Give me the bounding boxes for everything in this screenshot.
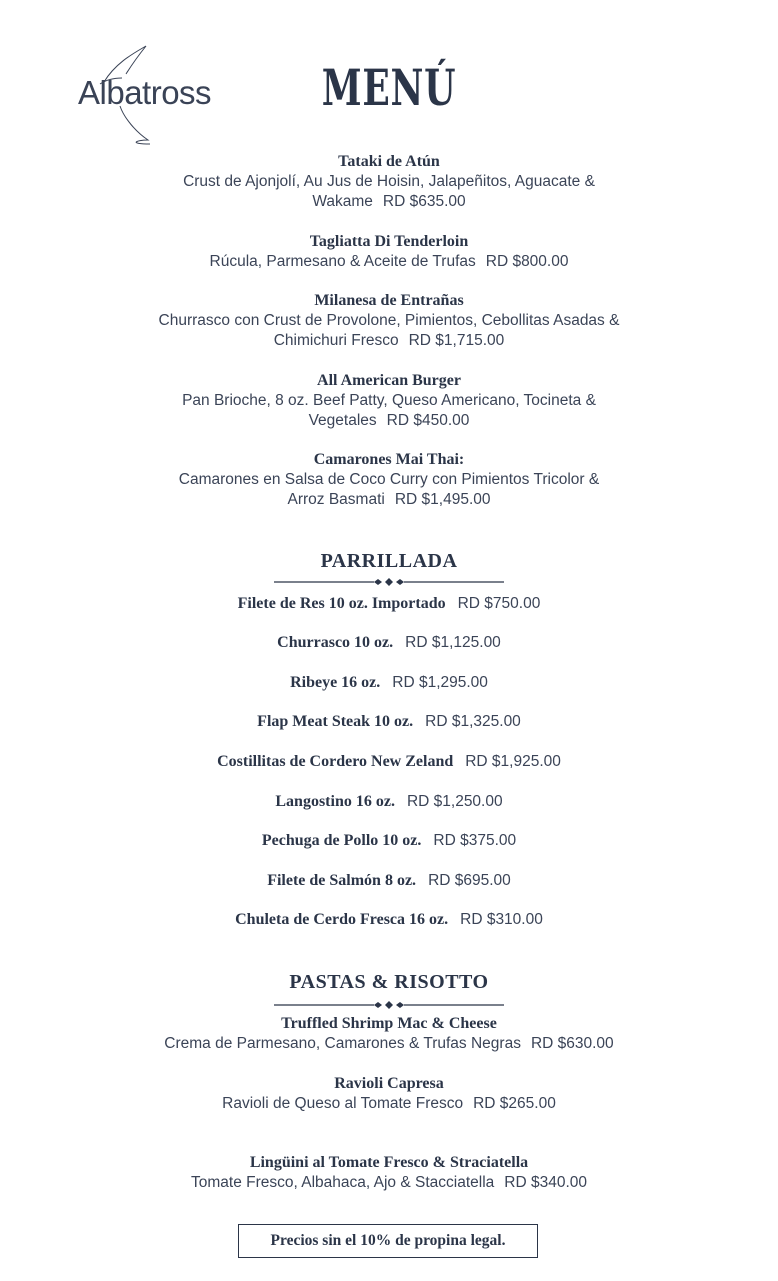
pasta-item [0, 1153, 778, 1193]
dish-description-cont [0, 411, 778, 431]
tip-note-text: Precios sin el 10% de propina legal. [270, 1232, 506, 1249]
pasta-description: Ravioli de Queso al Tomate Fresco [222, 1095, 464, 1112]
grill-name: Pechuga de Pollo 10 oz. [261, 832, 422, 849]
pasta-price: RD $265.00 [473, 1095, 556, 1112]
grill-item [0, 752, 778, 772]
grill-price: RD $750.00 [457, 595, 541, 612]
pasta-name: Lingüini al Tomate Fresco & Straciatella [249, 1154, 529, 1171]
grill-price: RD $695.00 [428, 872, 511, 889]
dish-description-cont [0, 331, 778, 351]
grill-name: Filete de Salmón 8 oz. [267, 872, 417, 889]
dish-description: Pan Brioche, 8 oz. Beef Patty, Queso Americano, Tocineta & [182, 392, 596, 409]
grill-item [0, 792, 778, 812]
tip-note [238, 1224, 538, 1258]
dish-description: Camarones en Salsa de Coco Curry con Pimientos Tricolor & [178, 471, 600, 488]
dish-description-line: Wakame [312, 193, 373, 210]
dish-description-line: Arroz Basmati [287, 491, 385, 508]
pasta-description: Crema de Parmesano, Camarones & Trufas Negras [164, 1035, 521, 1052]
dish-name: Camarones Mai Thai: [313, 451, 465, 468]
dish-price: RD $450.00 [386, 412, 470, 429]
logo-text: Albatross [78, 74, 212, 111]
pasta-item [0, 1074, 778, 1114]
grill-name: Chuleta de Cerdo Fresca 16 oz. [235, 911, 449, 928]
dish-item [0, 232, 778, 272]
dish-description-line: Vegetales [308, 412, 377, 429]
pasta-name: Ravioli Capresa [334, 1075, 444, 1092]
grill-item [0, 673, 778, 693]
dish-description-line: Rúcula, Parmesano & Aceite de Trufas [209, 253, 476, 270]
grill-name: Churrasco 10 oz. [277, 634, 394, 651]
dish-description-cont [0, 252, 778, 272]
grill-price: RD $1,250.00 [406, 793, 503, 810]
dish-name: Milanesa de Entrañas [314, 292, 464, 309]
divider-ornament [274, 1000, 504, 1010]
grill-item [0, 910, 778, 930]
page-title: MENÚ [321, 58, 457, 117]
grill-price: RD $375.00 [433, 832, 517, 849]
dish-description-cont [0, 192, 778, 212]
pasta-price: RD $340.00 [504, 1174, 587, 1191]
section-title-pastas: PASTAS & RISOTTO [289, 971, 489, 993]
grill-name: Costillitas de Cordero New Zeland [217, 753, 454, 770]
grill-price: RD $1,925.00 [465, 753, 561, 770]
grill-name: Ribeye 16 oz. [290, 674, 381, 691]
pasta-description: Tomate Fresco, Albahaca, Ajo & Stacciatella [190, 1174, 495, 1191]
dish-item [0, 450, 778, 510]
grill-item [0, 594, 778, 614]
grill-item [0, 712, 778, 732]
divider-ornament [274, 577, 504, 587]
dish-price: RD $1,715.00 [408, 332, 505, 349]
pasta-description-cont [0, 1094, 778, 1114]
grill-price: RD $1,325.00 [425, 713, 521, 730]
grill-item [0, 871, 778, 891]
dish-description: Crust de Ajonjolí, Au Jus de Hoisin, Jalapeñitos, Aguacate & [183, 173, 595, 190]
dish-description: Churrasco con Crust de Provolone, Pimientos, Cebollitas Asadas & [158, 312, 620, 329]
dish-name: All American Burger [317, 372, 461, 389]
section-title-parrillada: PARRILLADA [320, 550, 458, 572]
dish-item [0, 371, 778, 431]
grill-name: Langostino 16 oz. [275, 793, 395, 810]
pasta-item [0, 1014, 778, 1054]
grill-price: RD $310.00 [460, 911, 543, 928]
dish-description-cont [0, 490, 778, 510]
grill-item [0, 831, 778, 851]
grill-name: Flap Meat Steak 10 oz. [257, 713, 414, 730]
dish-description-line: Chimichuri Fresco [273, 332, 399, 349]
dish-price: RD $635.00 [382, 193, 466, 210]
pasta-name: Truffled Shrimp Mac & Cheese [281, 1015, 497, 1032]
grill-price: RD $1,295.00 [392, 674, 488, 691]
pasta-description-cont [0, 1034, 778, 1054]
dish-item [0, 291, 778, 351]
grill-name: Filete de Res 10 oz. Importado [237, 595, 446, 612]
grill-item [0, 633, 778, 653]
grill-price: RD $1,125.00 [405, 634, 501, 651]
dish-item [0, 152, 778, 212]
pasta-price: RD $630.00 [530, 1035, 614, 1052]
dish-price: RD $800.00 [485, 253, 569, 270]
pasta-description-cont [0, 1173, 778, 1193]
dish-price: RD $1,495.00 [394, 491, 491, 508]
dish-name: Tagliatta Di Tenderloin [309, 233, 469, 250]
dish-name: Tataki de Atún [338, 153, 440, 170]
